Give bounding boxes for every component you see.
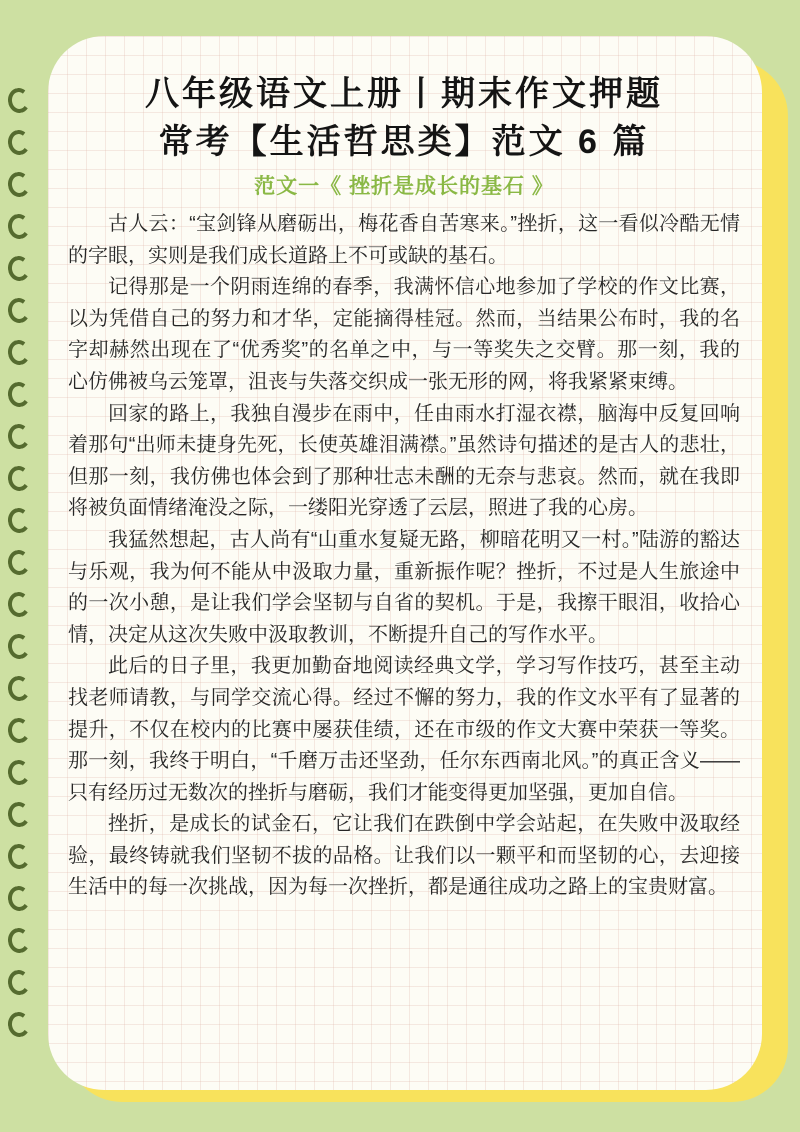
spiral-ring-icon [6,801,31,829]
spiral-ring-icon [6,129,31,157]
spiral-ring-icon [6,633,31,661]
essay-body [68,209,740,904]
spiral-ring-icon [6,171,31,199]
spiral-ring-icon [6,213,31,241]
page-title-line1: 八年级语文上册丨期末作文押题 [145,75,663,113]
spiral-ring-icon [6,1011,31,1039]
spiral-ring-icon [6,255,31,283]
spiral-ring-icon [6,717,31,745]
spiral-ring-icon [6,465,31,493]
spiral-ring-icon [6,591,31,619]
spiral-ring-icon [6,885,31,913]
notebook-page [48,36,762,1090]
essay-paragraph: 古人云：“宝剑锋从磨砺出，梅花香自苦寒来。”挫折，这一看似冷酷无情的字眼，实则是我们成长道路上不可或缺的基石。 [68,213,740,267]
spiral-ring-icon [6,759,31,787]
essay-paragraph: 我猛然想起，古人尚有“山重水复疑无路，柳暗花明又一村。”陆游的豁达与乐观，我为何不能从中汲取力量，重新振作呢？挫折，不过是人生旅途中的一次小憩，是让我们学会坚韧与自省的契机。于是，我擦干眼泪，收拾心情，决定从这次失败中汲取教训，不断提升自己的写作水平。 [68,528,740,646]
page-title-line2: 常考【生活哲思类】范文 6 篇 [158,123,650,161]
spiral-ring-icon [6,969,31,997]
spiral-ring-icon [6,423,31,451]
spiral-ring-icon [6,927,31,955]
spiral-ring-icon [6,339,31,367]
essay-paragraph: 记得那是一个阴雨连绵的春季，我满怀信心地参加了学校的作文比赛，以为凭借自己的努力和才华，定能摘得桂冠。然而，当结果公布时，我的名字却赫然出现在了“优秀奖”的名单之中，与一等奖失之交臂。那一刻，我的心仿佛被乌云笼罩，沮丧与失落交织成一张无形的网，将我紧紧束缚。 [68,276,740,393]
spiral-ring-icon [6,549,31,577]
spiral-ring-icon [6,297,31,325]
essay-paragraph: 此后的日子里，我更加勤奋地阅读经典文学，学习写作技巧，甚至主动找老师请教，与同学交流心得。经过不懈的努力，我的作文水平有了显著的提升，不仅在校内的比赛中屡获佳绩，还在市级的作文大赛中荣获一等奖。那一刻，我终于明白，“千磨万击还坚劲，任尔东西南北风。”的真正含义——只有经历过无数次的挫折与磨砺，我们才能变得更加坚强，更加自信。 [68,655,740,804]
essay-paragraph: 挫折，是成长的试金石，它让我们在跌倒中学会站起，在失败中汲取经验，最终铸就我们坚韧不拔的品格。让我们以一颗平和而坚韧的心，去迎接生活中的每一次挑战，因为每一次挫折，都是通往成功之路上的宝贵财富。 [68,813,740,899]
essay-subtitle: 范文一《 挫折是成长的基石 》 [254,175,554,198]
spiral-ring-icon [6,381,31,409]
spiral-ring-icon [6,675,31,703]
spiral-ring-icon [6,507,31,535]
spiral-ring-icon [6,843,31,871]
essay-paragraph: 回家的路上，我独自漫步在雨中，任由雨水打湿衣襟，脑海中反复回响着那句“出师未捷身先死，长使英雄泪满襟。”虽然诗句描述的是古人的悲壮，但那一刻，我仿佛也体会到了那种壮志未酬的无奈与悲哀。然而，就在我即将被负面情绪淹没之际，一缕阳光穿透了云层，照进了我的心房。 [68,402,740,520]
spiral-binding [8,88,30,1037]
page-title [68,70,740,166]
page-content [48,36,762,904]
spiral-ring-icon [6,87,31,115]
